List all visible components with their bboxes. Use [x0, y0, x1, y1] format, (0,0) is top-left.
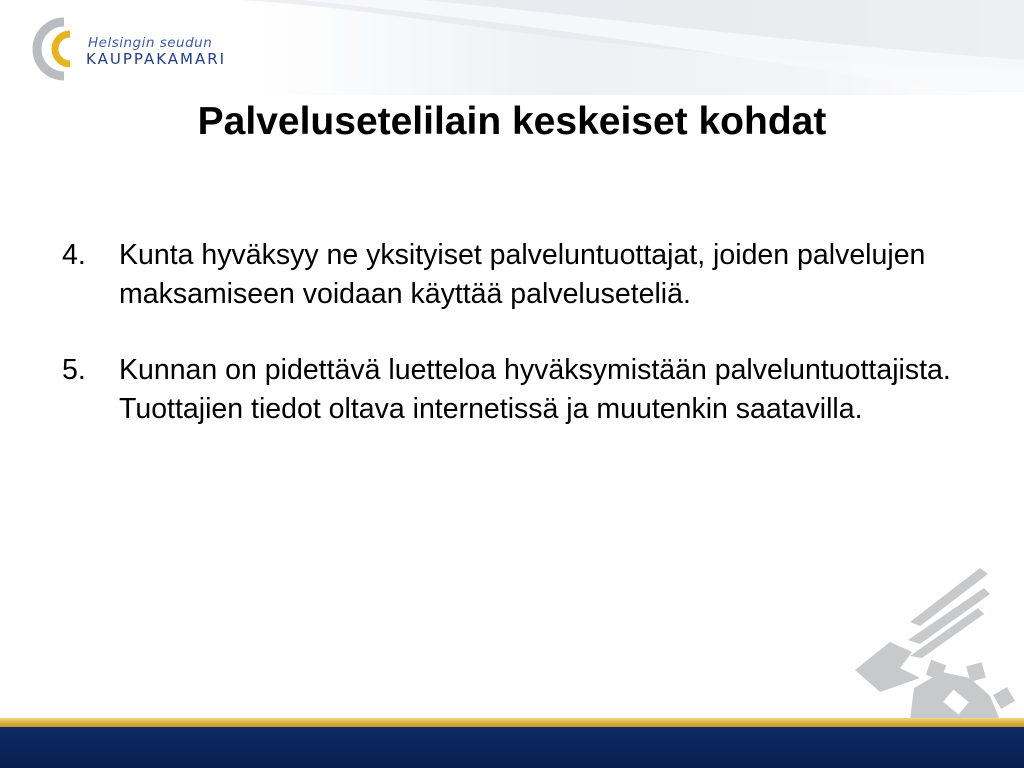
list-item-number: 5.: [62, 354, 86, 386]
slide-title: Palvelusetelilain keskeiset kohdat: [197, 100, 827, 143]
logo-text-line1: Helsingin seudun: [88, 35, 213, 51]
logo-c-mark-icon: [30, 14, 90, 84]
numbered-list: [62, 236, 962, 466]
list-item-text: Kunnan on pidettävä luetteloa hyväksymistään palveluntuottajista. Tuottajien tiedot oltava internetissä ja muutenkin saatavilla.: [119, 354, 951, 425]
list-item: [62, 236, 962, 313]
gear-bird-emblem-icon: [850, 560, 1024, 720]
list-item: [62, 351, 962, 428]
list-item-text: Kunta hyväksyy ne yksityiset palveluntuottajat, joiden palvelujen maksamiseen voidaan käyttää palveluseteliä.: [119, 239, 926, 310]
footer-gold-line: [0, 718, 1024, 727]
chamber-logo: [30, 14, 270, 84]
footer-navy-band: [0, 727, 1024, 768]
list-item-number: 4.: [62, 239, 86, 271]
logo-text-line2: KAUPPAKAMARI: [86, 50, 227, 68]
